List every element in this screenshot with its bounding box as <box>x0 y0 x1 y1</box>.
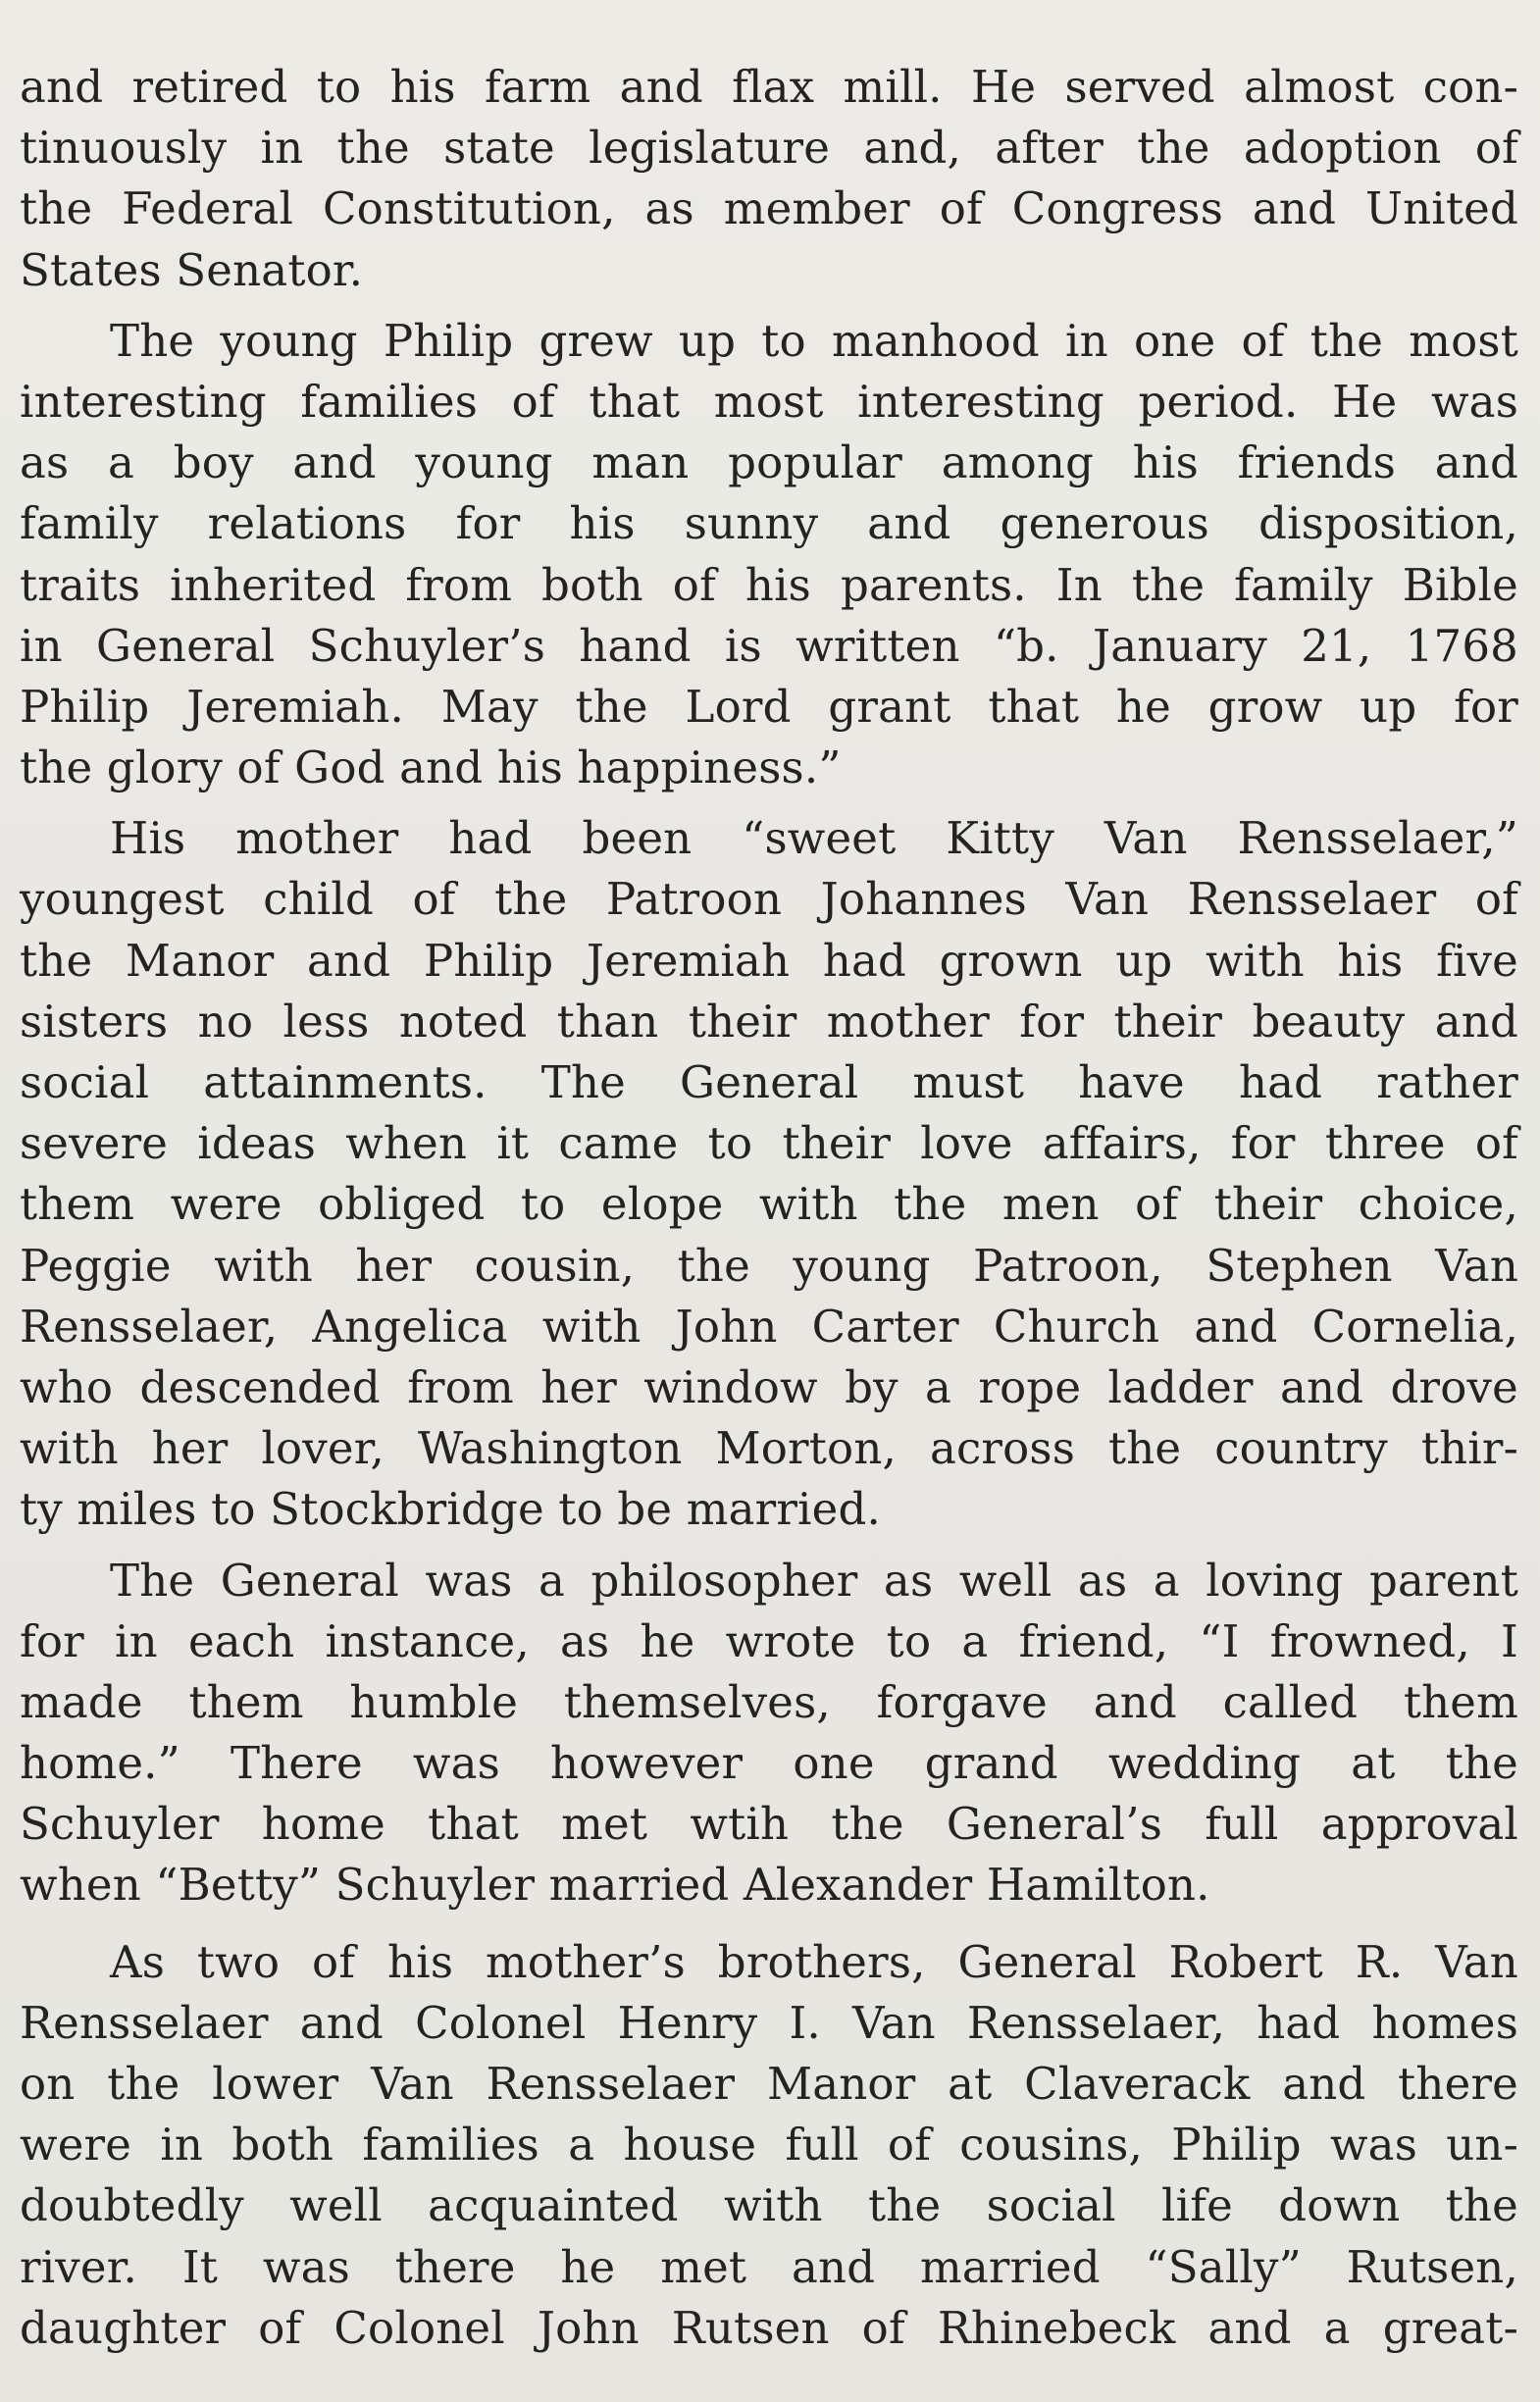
text-line: Rensselaer, Angelica with John Carter Church and Cornelia, <box>20 1300 1518 1353</box>
text-line: as a boy and young man popular among his friends and <box>20 436 1518 489</box>
text-line: Peggie with her cousin, the young Patroon, Stephen Van <box>20 1239 1518 1292</box>
text-line: made them humble themselves, forgave and called them <box>20 1675 1518 1728</box>
text-line: the Federal Constitution, as member of Congress and United <box>20 182 1518 235</box>
text-line: were in both families a house full of cousins, Philip was un- <box>20 2119 1518 2172</box>
text-line: traits inherited from both of his parents. In the family Bible <box>20 558 1518 611</box>
text-line: home.” There was however one grand wedding at the <box>20 1737 1518 1790</box>
text-line: when “Betty” Schuyler married Alexander Hamilton. <box>20 1859 1210 1912</box>
text-line: who descended from her window by a rope ladder and drove <box>20 1360 1518 1413</box>
text-line: The General was a philosopher as well as a loving parent <box>110 1554 1518 1607</box>
text-line: social attainments. The General must have had rather <box>20 1056 1518 1108</box>
text-line: family relations for his sunny and generous disposition, <box>20 497 1518 550</box>
text-line: ty miles to Stockbridge to be married. <box>20 1483 881 1536</box>
text-line: them were obliged to elope with the men of their choice, <box>20 1178 1518 1231</box>
text-line: doubtedly well acquainted with the social life down the <box>20 2179 1518 2232</box>
paragraph-2 <box>20 311 1518 799</box>
text-line: severe ideas when it came to their love affairs, for three of <box>20 1117 1518 1170</box>
text-line: Schuyler home that met wtih the General’s full approval <box>20 1798 1518 1851</box>
text-line: the Manor and Philip Jeremiah had grown up with his five <box>20 934 1518 987</box>
text-line: daughter of Colonel John Rutsen of Rhinebeck and a great- <box>20 2301 1518 2354</box>
text-line: interesting families of that most interesting period. He was <box>20 375 1518 428</box>
text-line: States Senator. <box>20 243 364 296</box>
text-line: in General Schuyler’s hand is written “b. January 21, 1768 <box>20 619 1518 672</box>
text-line: river. It was there he met and married “Sally” Rutsen, <box>20 2240 1518 2293</box>
text-line: youngest child of the Patroon Johannes Van Rensselaer of <box>20 873 1518 926</box>
text-line: The young Philip grew up to manhood in one of the most <box>110 314 1518 367</box>
text-line: with her lover, Washington Morton, across the country thir- <box>20 1422 1518 1475</box>
text-line: tinuously in the state legislature and, after the adoption of <box>20 122 1518 175</box>
text-line: His mother had been “sweet Kitty Van Rensselaer,” <box>110 812 1518 865</box>
text-line: and retired to his farm and flax mill. He served almost con- <box>20 61 1518 113</box>
paragraph-4 <box>20 1551 1518 1916</box>
body-text <box>20 57 1518 2359</box>
paragraph-3 <box>20 808 1518 1540</box>
text-line: Philip Jeremiah. May the Lord grant that he grow up for <box>20 680 1518 733</box>
text-line: on the lower Van Rensselaer Manor at Claverack and there <box>20 2058 1518 2110</box>
paragraph-1 <box>20 57 1518 301</box>
text-line: As two of his mother’s brothers, General Robert R. Van <box>110 1935 1518 1988</box>
text-line: Rensselaer and Colonel Henry I. Van Rensselaer, had homes <box>20 1996 1518 2049</box>
text-line: the glory of God and his happiness.” <box>20 741 842 794</box>
paragraph-5 <box>20 1932 1518 2359</box>
text-line: sisters no less noted than their mother for their beauty and <box>20 995 1518 1048</box>
text-line: for in each instance, as he wrote to a friend, “I frowned, I <box>20 1614 1518 1667</box>
